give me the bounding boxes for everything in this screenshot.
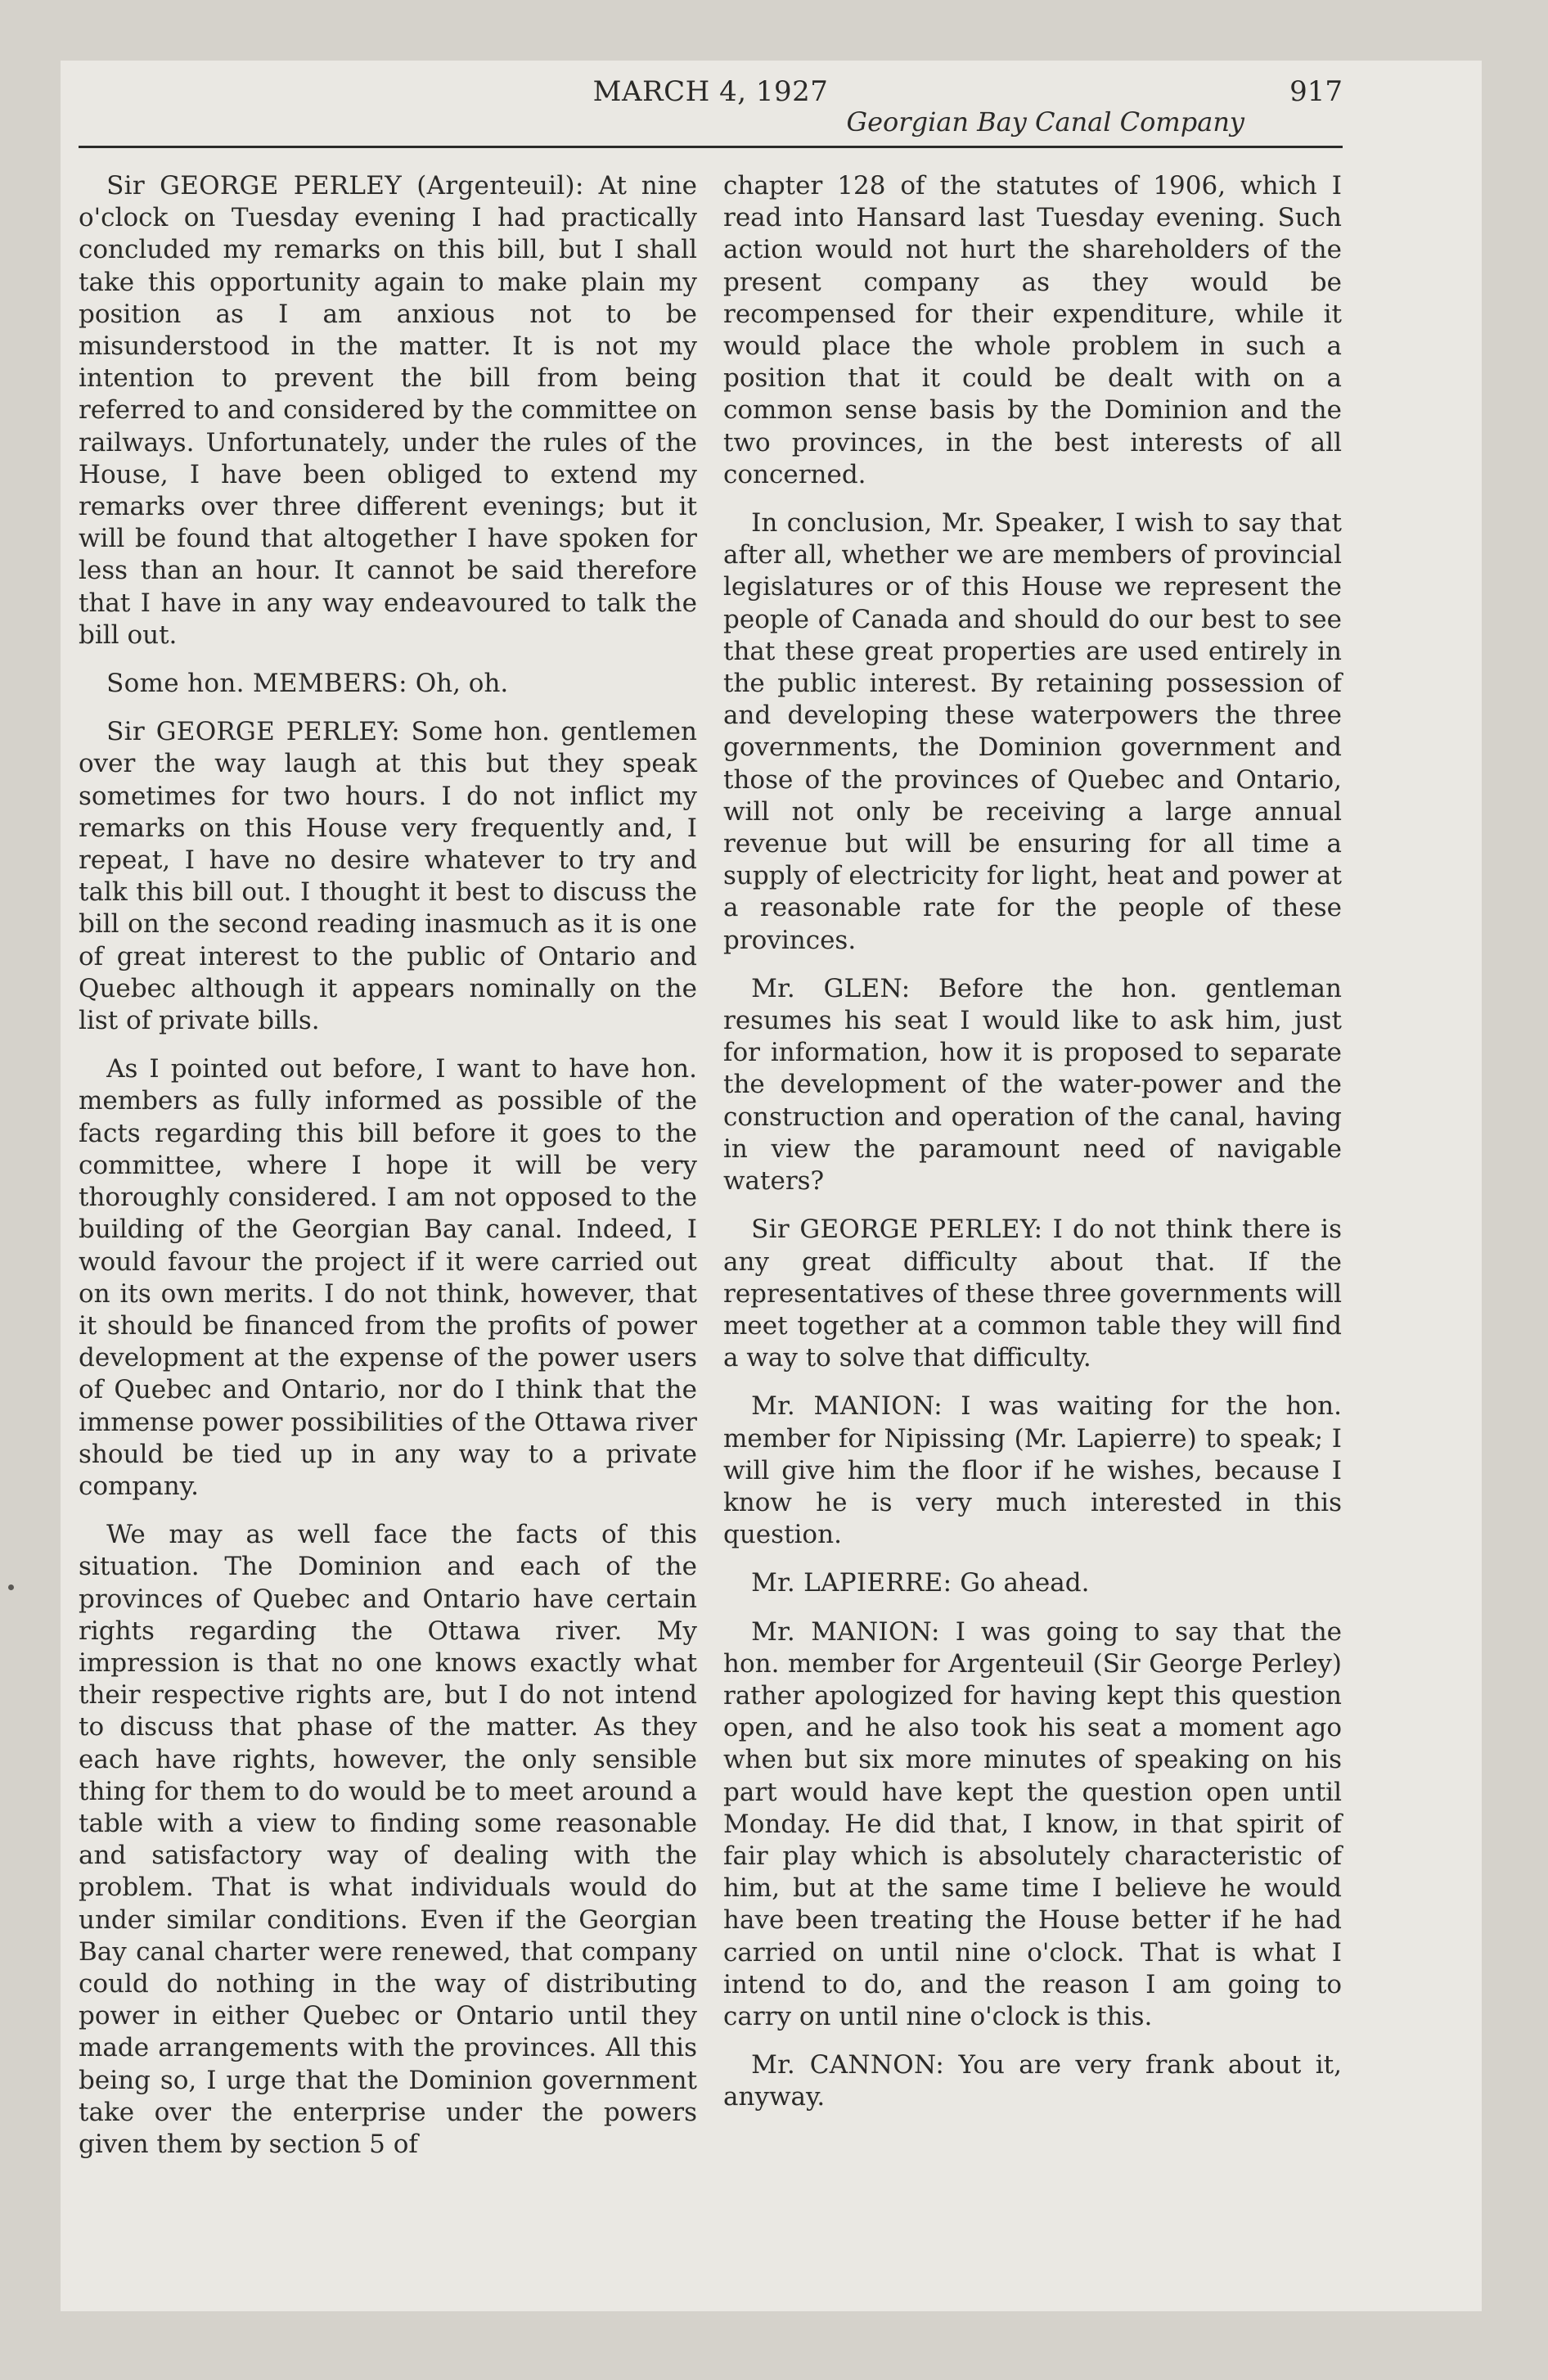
paragraph-text: Some hon. gentlemen over the way laugh at this but they speak sometimes for two hours. I do not inflict my remarks on this House very frequently and, I repeat, I have no desire whatever to try and talk this bill out. I thought it best to discuss the bill on the second reading inasmuch as it is one of great interest to the public of Ontario and Quebec although it appears nominally on the list of private bills. (79, 717, 697, 1036)
paragraph-text: I was waiting for the hon. member for Nipissing (Mr. Lapierre) to speak; I will give him the floor if he wishes, because I know he is very much interested in this question. (723, 1391, 1342, 1550)
paragraph-text: As I pointed out before, I want to have hon. members as fully informed as possible of the facts regarding this bill before it goes to the committee, where I hope it will be very thoroughly considered. I am not opposed to the building of the Georgian Bay canal. Indeed, I would favour the project if it were carried out on its own merits. I do not think, however, that it should be financed from the profits of power development at the expense of the power users of Quebec and Ontario, nor do I think that the immense power possibilities of the Ottawa river should be tied up in any way to a private company. (79, 1054, 697, 1501)
speaker-name: Mr. GLEN: (751, 973, 911, 1003)
paragraph-text: I do not think there is any great difficulty about that. If the representatives of these three governments will meet together at a common table they will find a way to solve that difficulty. (723, 1215, 1342, 1373)
header-date: MARCH 4, 1927 (592, 75, 829, 108)
speaker-name: Mr. CANNON: (751, 2050, 945, 2080)
paragraph (723, 1567, 1342, 1599)
header-rule (79, 146, 1343, 148)
paragraph-text: chapter 128 of the statutes of 1906, which I read into Hansard last Tuesday evening. Such action would not hurt the shareholders of the present company as they would be recompensed for their expenditure, while it would place the whole problem in such a position that it could be dealt with on a common sense basis by the Dominion and the two provinces, in the best interests of all concerned. (723, 171, 1342, 489)
paragraph (723, 1214, 1342, 1374)
paragraph-text: In conclusion, Mr. Speaker, I wish to say that after all, whether we are members of provincial legislatures or of this House we represent the people of Canada and should do our best to see that these great properties are used entirely in the public interest. By retaining possession of and developing these waterpowers the three governments, the Dominion government and those of the provinces of Quebec and Ontario, will not only be receiving a large annual revenue but will be ensuring for all time a supply of electricity for light, heat and power at a reasonable rate for the people of these provinces. (723, 508, 1342, 955)
header-page-number: 917 (1289, 75, 1343, 108)
speaker-name: Some hon. MEMBERS: (106, 669, 407, 699)
paragraph-continuation (723, 170, 1342, 491)
paragraph (79, 170, 697, 651)
right-column (723, 170, 1342, 2130)
paragraph-text: You are very frank about it, anyway. (723, 2050, 1342, 2112)
page-header (79, 75, 1343, 141)
margin-dot (8, 1584, 14, 1590)
speaker-name: Mr. MANION: (751, 1391, 943, 1422)
left-column (79, 170, 697, 2177)
speaker-name: Sir GEORGE PERLEY: (751, 1215, 1043, 1245)
speaker-name: Sir GEORGE PERLEY (Argenteuil): (106, 171, 584, 201)
paragraph (79, 668, 697, 700)
paragraph-text: At nine o'clock on Tuesday evening I had practically concluded my remarks on this bill, but I shall take this opportunity again to make plain my position as I am anxious not to be misunderstood in the matter. It is not my intention to prevent the bill from being referred to and considered by the committee on railways. Unfortunately, under the rules of the House, I have been obliged to extend my remarks over three different evenings; but it will be found that altogether I have spoken for less than an hour. It cannot be said therefore that I have in any way endeavoured to talk the bill out. (79, 171, 697, 650)
paragraph-text: Go ahead. (960, 1568, 1090, 1598)
paragraph (79, 1053, 697, 1503)
paragraph-text: Before the hon. gentleman resumes his seat I would like to ask him, just for information, how it is proposed to separate the development of the water-power and the construction and operation of the canal, having in view the paramount need of navigable waters? (723, 973, 1342, 1197)
paragraph (723, 973, 1342, 1197)
speaker-name: Sir GEORGE PERLEY: (106, 717, 400, 747)
paragraph (79, 716, 697, 1037)
paragraph-text: Oh, oh. (415, 669, 509, 699)
paragraph-text: We may as well face the facts of this situation. The Dominion and each of the provinces of Quebec and Ontario have certain rights regarding the Ottawa river. My impression is that no one knows exactly what their respective rights are, but I do not intend to discuss that phase of the matter. As they each have rights, however, the only sensible thing for them to do would be to meet around a table with a view to finding some reasonable and satisfactory way of dealing with the problem. That is what individuals would do under similar conditions. Even if the Georgian Bay canal charter were renewed, that company could do nothing in the way of distributing power in either Quebec or Ontario until they made arrangements with the provinces. All this being so, I urge that the Dominion government take over the enterprise under the powers given them by section 5 of (79, 1520, 697, 2159)
paragraph (723, 2049, 1342, 2113)
paragraph (79, 1519, 697, 2161)
paragraph (723, 1391, 1342, 1551)
paragraph (723, 1616, 1342, 2034)
paragraph-text: I was going to say that the hon. member for Argenteuil (Sir George Perley) rather apologized for having kept this question open, and he also took his seat a moment ago when but six more minutes of speaking on his part would have kept the question open until Monday. He did that, I know, in that spirit of fair play which is absolutely characteristic of him, but at the same time I believe he would have been treating the House better if he had carried on until nine o'clock. That is what I intend to do, and the reason I am going to carry on until nine o'clock is this. (723, 1616, 1343, 2031)
speaker-name: Mr. LAPIERRE: (751, 1568, 952, 1598)
speaker-name: Mr. MANION: (751, 1616, 940, 1647)
header-subject: Georgian Bay Canal Company (846, 106, 1244, 137)
paragraph (723, 507, 1342, 957)
